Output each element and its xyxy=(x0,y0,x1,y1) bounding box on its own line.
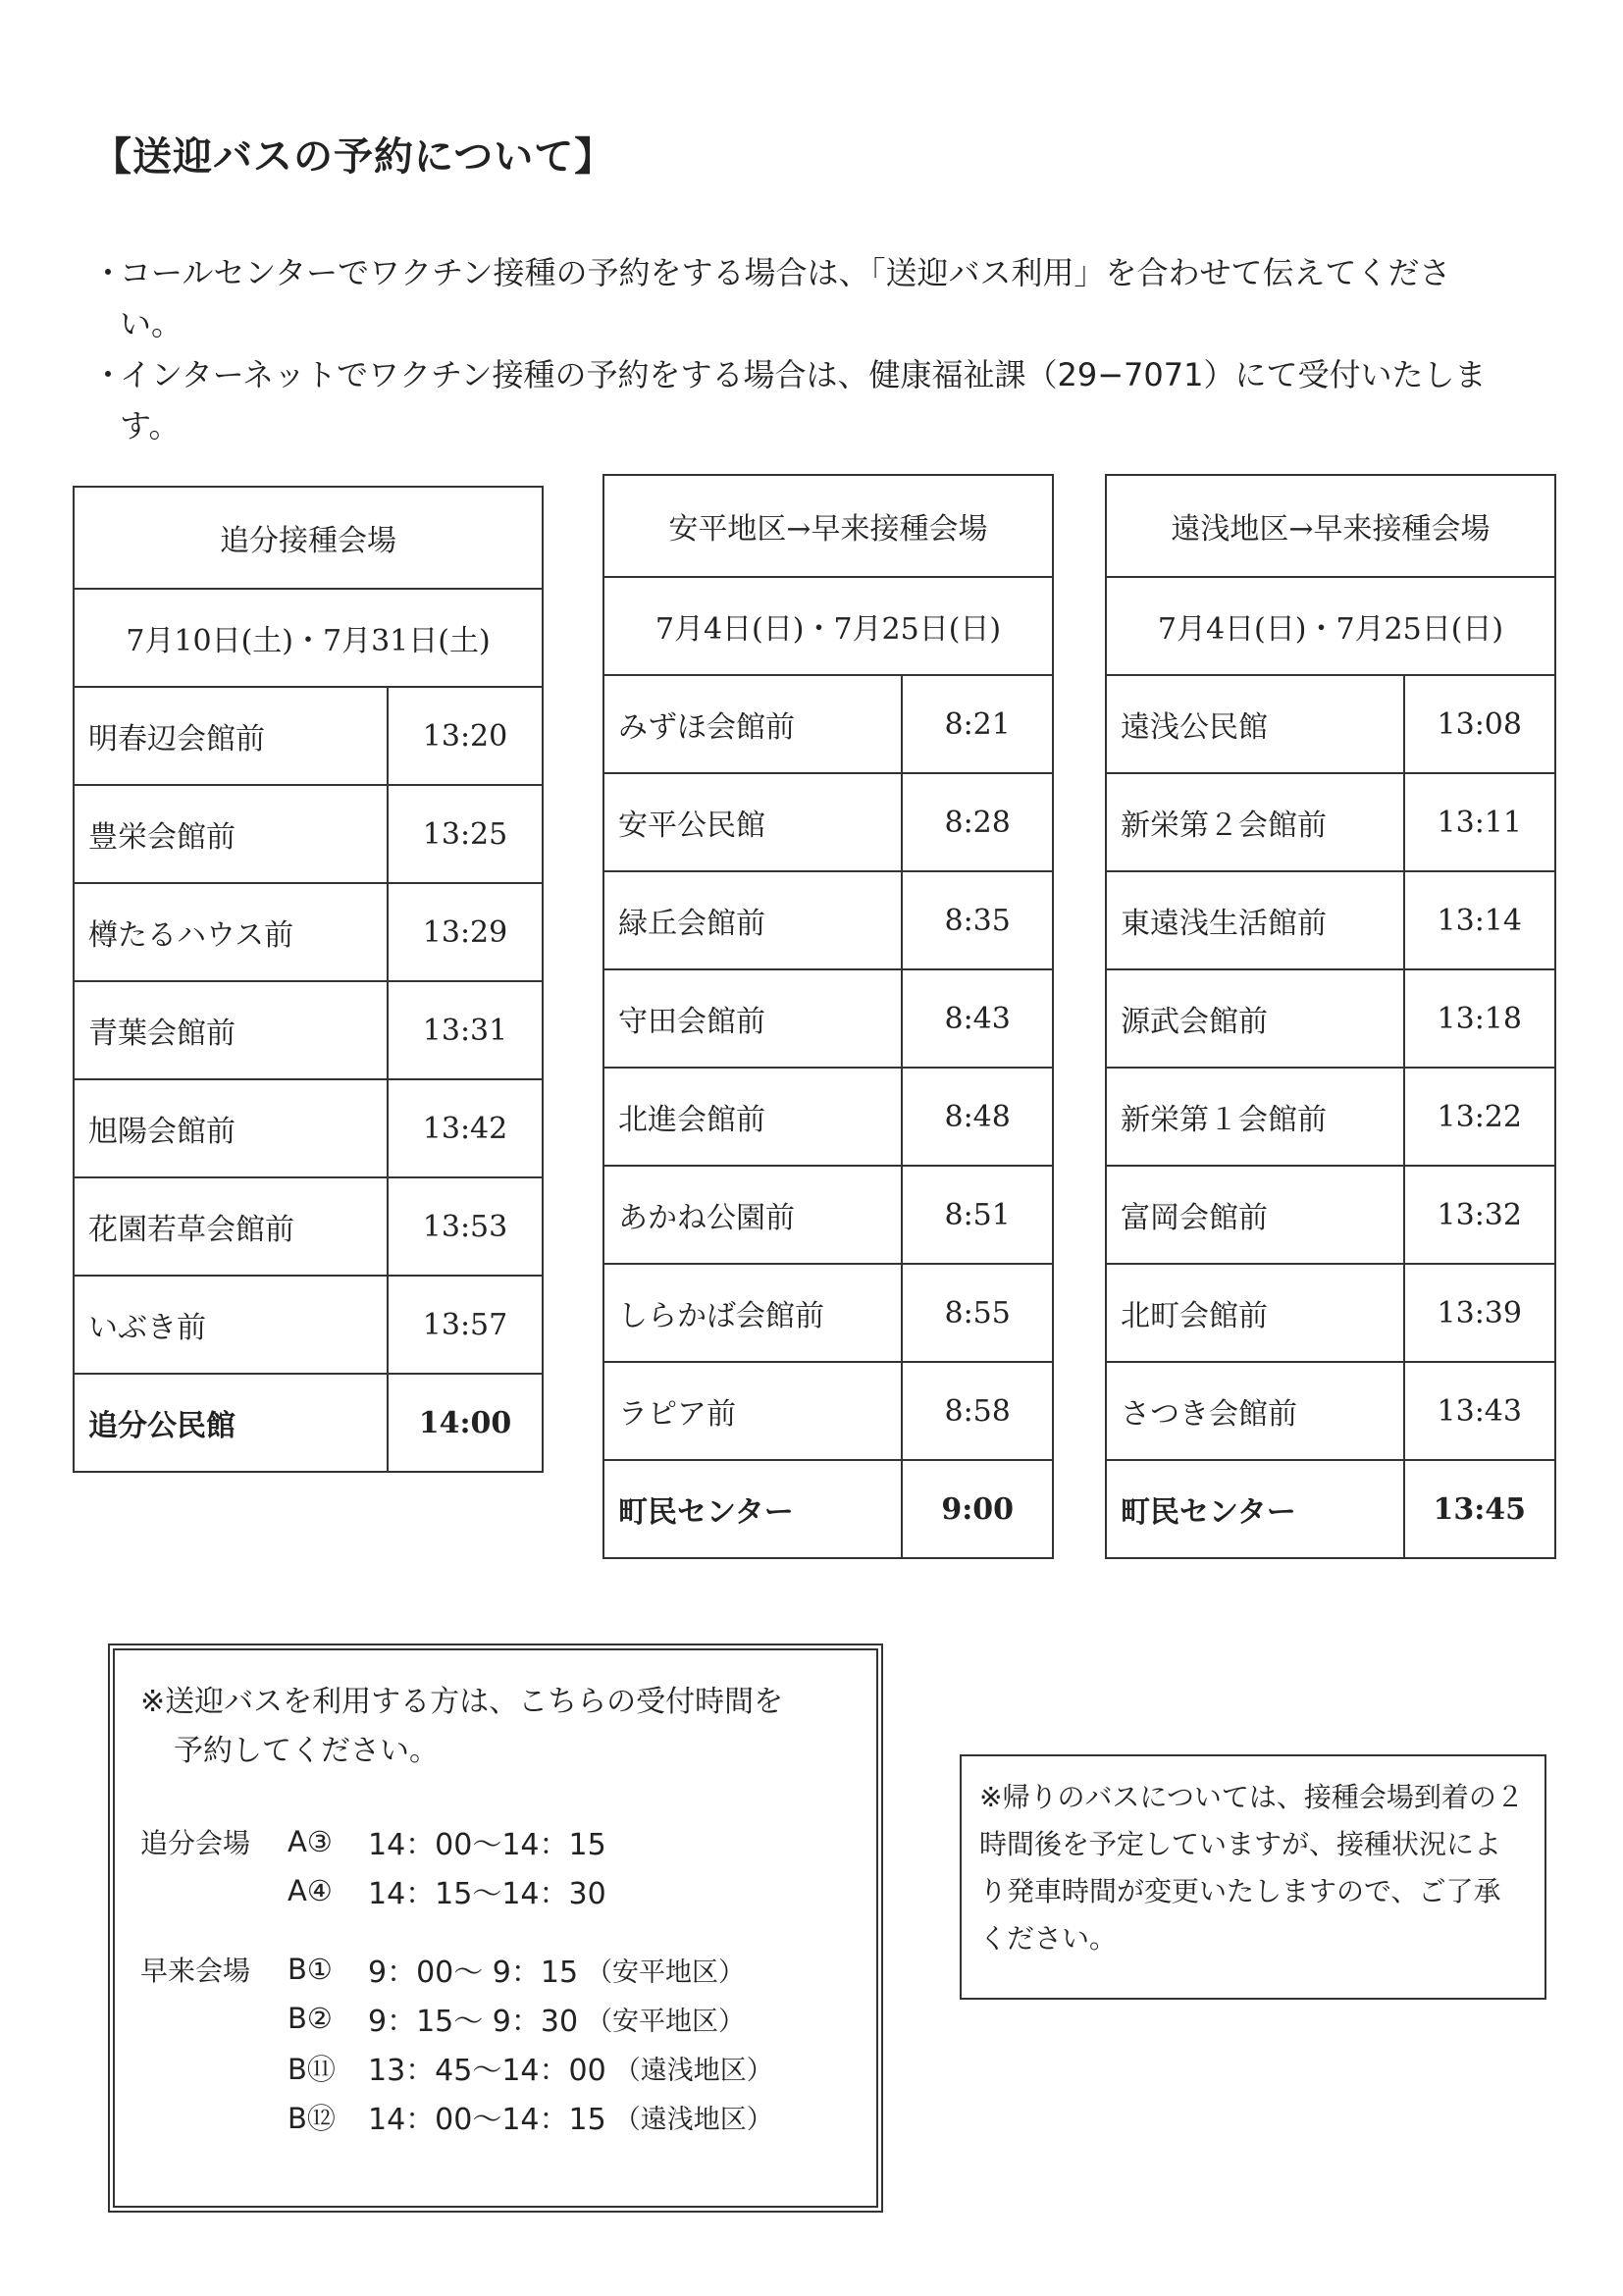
venue-label: 早来会場 xyxy=(140,1955,251,1987)
reservation-note-line: ※送迎バスを利用する方は、こちらの受付時間を xyxy=(140,1685,784,1719)
slot-area: （安平地区） xyxy=(586,2006,746,2037)
stop-time: 13:43 xyxy=(1404,1362,1555,1460)
table-row xyxy=(603,1166,1053,1264)
stop-name: 町民センター xyxy=(1106,1460,1404,1558)
table-row xyxy=(1106,1166,1555,1264)
stop-time: 13:32 xyxy=(1404,1166,1555,1264)
stop-name: しらかば会館前 xyxy=(603,1264,902,1362)
slot-area: （遠浅地区） xyxy=(613,2055,773,2086)
stop-name: 青葉会館前 xyxy=(74,981,388,1079)
table-date: 7月4日(日)・7月25日(日) xyxy=(1106,577,1555,675)
stop-time: 8:35 xyxy=(902,871,1053,969)
stop-name: 明春辺会館前 xyxy=(74,687,388,785)
slot-group-hayakita xyxy=(140,1945,851,2141)
table-date: 7月4日(日)・7月25日(日) xyxy=(603,577,1053,675)
table-header: 安平地区→早来接種会場 xyxy=(603,475,1053,577)
stop-time: 13:20 xyxy=(388,687,543,785)
slot-range: 9：00～ 9：15 xyxy=(368,1956,579,1990)
instruction-text: インターネットでワクチン接種の予約をする場合は、健康福祉課（29−7071）にて受付いたします。 xyxy=(120,356,1487,444)
table-row xyxy=(1106,1362,1555,1460)
table-row xyxy=(74,785,543,883)
schedule-table-oiwake xyxy=(73,486,544,1473)
stop-name: 源武会館前 xyxy=(1106,969,1404,1068)
stop-time: 13:08 xyxy=(1404,675,1555,773)
slot-code: A④ xyxy=(288,1874,333,1907)
table-row xyxy=(1106,1068,1555,1166)
table-row xyxy=(74,1276,543,1374)
slot-row xyxy=(140,1866,851,1915)
table-row xyxy=(1106,871,1555,969)
slot-area: （遠浅地区） xyxy=(613,2104,773,2135)
table-row xyxy=(603,1264,1053,1362)
stop-name: みずほ会館前 xyxy=(603,675,902,773)
stop-name: 北町会館前 xyxy=(1106,1264,1404,1362)
stop-name: 追分公民館 xyxy=(74,1374,388,1472)
stop-name: 富岡会館前 xyxy=(1106,1166,1404,1264)
bullet-dot: ・ xyxy=(92,254,125,291)
stop-time: 8:43 xyxy=(902,969,1053,1068)
slot-code: B⑫ xyxy=(288,2101,336,2135)
stop-time: 14:00 xyxy=(388,1374,543,1472)
slot-range: 14：00～14：15 xyxy=(368,2103,606,2137)
stop-name: 新栄第１会館前 xyxy=(1106,1068,1404,1166)
stop-name: 遠浅公民館 xyxy=(1106,675,1404,773)
slot-row xyxy=(140,1945,851,1994)
stop-time: 8:58 xyxy=(902,1362,1053,1460)
stop-time: 13:39 xyxy=(1404,1264,1555,1362)
stop-time: 13:18 xyxy=(1404,969,1555,1068)
table-row xyxy=(603,1362,1053,1460)
slot-group-oiwake xyxy=(140,1817,851,1915)
table-row xyxy=(74,1079,543,1177)
slot-row xyxy=(140,2092,851,2141)
slot-row xyxy=(140,2043,851,2092)
stop-time: 13:45 xyxy=(1404,1460,1555,1558)
slot-code: B① xyxy=(288,1953,333,1986)
table-date: 7月10日(土)・7月31日(土) xyxy=(74,589,543,687)
stop-time: 13:22 xyxy=(1404,1068,1555,1166)
slot-range: 14：15～14：30 xyxy=(368,1877,606,1911)
table-row xyxy=(603,969,1053,1068)
instruction-list xyxy=(92,247,1495,451)
stop-name: いぶき前 xyxy=(74,1276,388,1374)
stop-name: 北進会館前 xyxy=(603,1068,902,1166)
table-row xyxy=(74,1374,543,1472)
stop-time: 8:55 xyxy=(902,1264,1053,1362)
table-row xyxy=(603,675,1053,773)
slot-row xyxy=(140,1994,851,2043)
slot-code: B⑪ xyxy=(288,2052,336,2086)
slot-row xyxy=(140,1817,851,1866)
stop-time: 13:25 xyxy=(388,785,543,883)
stop-time: 8:51 xyxy=(902,1166,1053,1264)
stop-name: あかね公園前 xyxy=(603,1166,902,1264)
stop-name: 新栄第２会館前 xyxy=(1106,773,1404,871)
stop-time: 13:11 xyxy=(1404,773,1555,871)
stop-name: 東遠浅生活館前 xyxy=(1106,871,1404,969)
stop-name: ラピア前 xyxy=(603,1362,902,1460)
venue-label: 追分会場 xyxy=(140,1827,251,1859)
stop-time: 13:29 xyxy=(388,883,543,981)
slot-area: （安平地区） xyxy=(586,1957,746,1988)
stop-time: 8:28 xyxy=(902,773,1053,871)
table-row xyxy=(74,883,543,981)
stop-name: さつき会館前 xyxy=(1106,1362,1404,1460)
instruction-item xyxy=(92,247,1495,349)
table-row xyxy=(74,1177,543,1276)
table-row xyxy=(603,1460,1053,1558)
slot-code: B② xyxy=(288,2002,333,2035)
table-header: 追分接種会場 xyxy=(74,487,543,589)
slot-range: 14：00～14：15 xyxy=(368,1828,606,1862)
table-row xyxy=(1106,1460,1555,1558)
stop-name: 樽たるハウス前 xyxy=(74,883,388,981)
table-row xyxy=(603,871,1053,969)
stop-name: 安平公民館 xyxy=(603,773,902,871)
stop-time: 13:14 xyxy=(1404,871,1555,969)
reservation-time-box xyxy=(108,1644,883,2213)
table-row xyxy=(603,773,1053,871)
slot-range: 9：15～ 9：30 xyxy=(368,2005,579,2039)
slot-code: A③ xyxy=(288,1825,333,1858)
table-row xyxy=(74,687,543,785)
stop-time: 8:21 xyxy=(902,675,1053,773)
page-title: 【送迎バスの予約について】 xyxy=(92,134,615,180)
table-row xyxy=(74,981,543,1079)
stop-time: 8:48 xyxy=(902,1068,1053,1166)
instruction-item xyxy=(92,349,1495,451)
stop-name: 豊栄会館前 xyxy=(74,785,388,883)
stop-time: 13:42 xyxy=(388,1079,543,1177)
stop-name: 緑丘会館前 xyxy=(603,871,902,969)
table-header: 遠浅地区→早来接種会場 xyxy=(1106,475,1555,577)
stop-time: 13:53 xyxy=(388,1177,543,1276)
stop-name: 旭陽会館前 xyxy=(74,1079,388,1177)
return-bus-note: ※帰りのバスについては、接種会場到着の２時間後を予定していますが、接種状況により発車時間が変更いたしますので、ご了承ください。 xyxy=(960,1754,1546,2000)
instruction-text: コールセンターでワクチン接種の予約をする場合は、「送迎バス利用」を合わせて伝えてください。 xyxy=(120,254,1451,342)
stop-time: 9:00 xyxy=(902,1460,1053,1558)
stop-name: 町民センター xyxy=(603,1460,902,1558)
stop-name: 花園若草会館前 xyxy=(74,1177,388,1276)
table-row xyxy=(1106,1264,1555,1362)
stop-time: 13:57 xyxy=(388,1276,543,1374)
reservation-note-line: 予約してください。 xyxy=(174,1734,439,1768)
schedule-table-touasa xyxy=(1105,474,1556,1559)
stop-name: 守田会館前 xyxy=(603,969,902,1068)
slot-range: 13：45～14：00 xyxy=(368,2054,606,2088)
table-row xyxy=(1106,773,1555,871)
stop-time: 13:31 xyxy=(388,981,543,1079)
table-row xyxy=(603,1068,1053,1166)
reservation-note xyxy=(140,1678,851,1776)
bullet-dot: ・ xyxy=(92,356,125,393)
table-row xyxy=(1106,969,1555,1068)
table-row xyxy=(1106,675,1555,773)
schedule-table-abira xyxy=(602,474,1054,1559)
